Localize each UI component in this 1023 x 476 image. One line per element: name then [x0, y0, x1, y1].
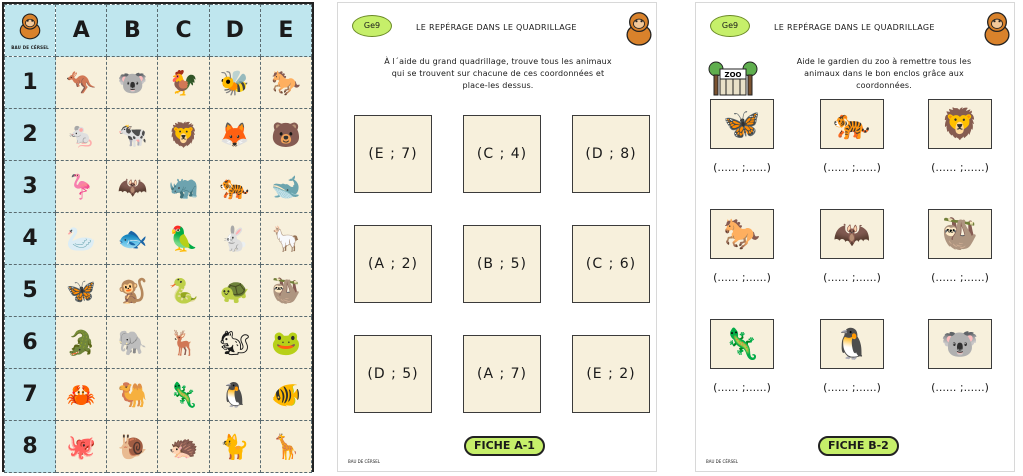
grid-row	[5, 265, 312, 317]
level-badge: Ge9	[710, 15, 750, 37]
grid-cell[interactable]	[209, 369, 260, 421]
grid-cell[interactable]	[209, 421, 260, 473]
orangutan-icon	[980, 9, 1014, 47]
koala-icon: 🐨	[941, 326, 979, 362]
parrot-icon: 🦜	[168, 224, 199, 253]
giraffe-icon: 🦒	[270, 432, 301, 461]
grid-cell[interactable]	[158, 265, 209, 317]
grid-cell[interactable]	[107, 265, 158, 317]
bee-icon: 🐝	[219, 68, 250, 97]
coordinate-answer-blank[interactable]: (...... ;......)	[823, 381, 881, 394]
footer-brand: BAU DE CÉRSEL	[348, 459, 380, 464]
grid-cell[interactable]	[56, 213, 107, 265]
grid-cell[interactable]	[209, 57, 260, 109]
grid-cell[interactable]	[260, 265, 311, 317]
grid-cell[interactable]	[107, 57, 158, 109]
crab-icon: 🦀	[66, 380, 97, 409]
fiche-label: FICHE A-1	[464, 436, 545, 456]
grid-cell[interactable]	[56, 109, 107, 161]
grid-body	[5, 57, 312, 473]
grid-row	[5, 213, 312, 265]
row-header: 1	[5, 57, 56, 109]
row-header: 7	[5, 369, 56, 421]
instruction-line: coordonnées.	[856, 81, 912, 90]
card-title: LE REPÉRAGE DANS LE QUADRILLAGE	[416, 23, 577, 32]
instruction-line: place-les dessus.	[462, 81, 534, 90]
sloth-icon: 🦥	[941, 216, 979, 252]
grid-row	[5, 161, 312, 213]
fiche-label: FICHE B-2	[818, 436, 899, 456]
bear-icon: 🐻	[270, 120, 301, 149]
coordinate-box[interactable]: (D ; 5)	[354, 335, 432, 413]
snake-icon: 🐍	[168, 276, 199, 305]
grid-cell[interactable]	[107, 213, 158, 265]
coordinate-box[interactable]: (E ; 7)	[354, 115, 432, 193]
cat-icon: 🐈	[219, 432, 250, 461]
row-header: 8	[5, 421, 56, 473]
animal-box	[820, 99, 884, 149]
rhino-icon: 🦏	[168, 172, 199, 201]
animal-box	[928, 209, 992, 259]
col-header-a: A	[56, 5, 107, 57]
whale-icon: 🐋	[270, 172, 301, 201]
animal-box	[928, 99, 992, 149]
grid-cell[interactable]	[158, 213, 209, 265]
fish-icon: 🐟	[117, 224, 148, 253]
row-header: 6	[5, 317, 56, 369]
instruction-line: Aide le gardien du zoo à remettre tous les	[796, 57, 972, 66]
kangaroo-icon: 🦘	[66, 68, 97, 97]
llama-icon: 🦙	[270, 224, 301, 253]
grid-cell[interactable]	[56, 317, 107, 369]
col-header-c: C	[158, 5, 209, 57]
goose-icon: 🦢	[66, 224, 97, 253]
grid-row	[5, 317, 312, 369]
row-header: 4	[5, 213, 56, 265]
coordinate-answer-blank[interactable]: (...... ;......)	[713, 271, 771, 284]
card-title: LE REPÉRAGE DANS LE QUADRILLAGE	[774, 23, 935, 32]
coordinate-grid-sheet	[2, 2, 314, 472]
grid-cell[interactable]	[158, 161, 209, 213]
grid-cell[interactable]	[158, 109, 209, 161]
stingray-icon: 🐠	[270, 380, 301, 409]
col-header-d: D	[209, 5, 260, 57]
koala-icon: 🐨	[117, 68, 148, 97]
grid-row	[5, 109, 312, 161]
camel-icon: 🐫	[117, 380, 148, 409]
grid-cell[interactable]	[260, 421, 311, 473]
instruction-line: qui se trouvent sur chacune de ces coordonnées et	[391, 69, 605, 78]
grid-cell[interactable]	[260, 317, 311, 369]
row-header: 5	[5, 265, 56, 317]
coordinate-answer-blank[interactable]: (...... ;......)	[713, 381, 771, 394]
elephant-icon: 🐘	[117, 328, 148, 357]
row-header: 2	[5, 109, 56, 161]
rooster-icon: 🐓	[168, 68, 199, 97]
butterfly-icon: 🦋	[66, 276, 97, 305]
grid-cell[interactable]	[158, 317, 209, 369]
coordinate-box[interactable]: (C ; 6)	[572, 225, 650, 303]
grid-cell[interactable]	[260, 57, 311, 109]
coordinate-box[interactable]: (C ; 4)	[463, 115, 541, 193]
footer-brand: BAU DE CÉRSEL	[706, 459, 738, 464]
grid-cell[interactable]	[260, 161, 311, 213]
animal-box	[928, 319, 992, 369]
instruction	[358, 56, 638, 92]
coordinate-answer-blank[interactable]: (...... ;......)	[823, 161, 881, 174]
grid-brand: BAU DE CÉRSEL	[11, 45, 49, 50]
deer-icon: 🦌	[168, 328, 199, 357]
col-header-e: E	[260, 5, 311, 57]
instruction-line: animaux dans le bon enclos grâce aux	[804, 69, 964, 78]
butterfly-icon: 🦋	[723, 106, 761, 142]
bat-icon: 🦇	[833, 216, 871, 252]
grid-cell[interactable]	[209, 213, 260, 265]
rabbit-icon: 🐇	[219, 224, 250, 253]
turtle-icon: 🐢	[219, 276, 250, 305]
grid-cell[interactable]	[260, 109, 311, 161]
grid-cell[interactable]	[107, 369, 158, 421]
instruction-line: À l´aide du grand quadrillage, trouve tous les animaux	[384, 57, 612, 66]
chameleon-icon: 🦎	[168, 380, 199, 409]
grid-cell[interactable]	[260, 213, 311, 265]
grid-cell[interactable]	[158, 369, 209, 421]
frog-icon: 🐸	[270, 328, 301, 357]
coordinate-box[interactable]: (A ; 7)	[463, 335, 541, 413]
grid-cell[interactable]	[107, 109, 158, 161]
row-header: 3	[5, 161, 56, 213]
animal-box	[710, 209, 774, 259]
col-header-b: B	[107, 5, 158, 57]
grid-cell[interactable]	[56, 161, 107, 213]
penguin-icon: 🐧	[833, 326, 871, 362]
bat-icon: 🦇	[117, 172, 148, 201]
animal-box	[710, 319, 774, 369]
coordinate-box[interactable]: (A ; 2)	[354, 225, 432, 303]
grid-cell[interactable]	[107, 317, 158, 369]
coordinate-box[interactable]: (D ; 8)	[572, 115, 650, 193]
snail-icon: 🐌	[117, 432, 148, 461]
tiger-icon: 🐅	[833, 106, 871, 142]
crocodile-icon: 🐊	[66, 328, 97, 357]
grid-row	[5, 369, 312, 421]
hedgehog-icon: 🦔	[168, 432, 199, 461]
coordinate-answer-blank[interactable]: (...... ;......)	[931, 161, 989, 174]
zoo-sign-text: ZOO	[724, 71, 742, 79]
grid-cell[interactable]	[158, 57, 209, 109]
grid-cell[interactable]	[56, 265, 107, 317]
cow-icon: 🐄	[117, 120, 148, 149]
coordinate-box[interactable]: (B ; 5)	[463, 225, 541, 303]
coordinate-box[interactable]: (E ; 2)	[572, 335, 650, 413]
chameleon-icon: 🦎	[723, 326, 761, 362]
mouse-icon: 🐁	[66, 120, 97, 149]
fiche-b-card	[695, 2, 1015, 472]
grid-cell[interactable]	[56, 369, 107, 421]
grid-cell[interactable]	[209, 265, 260, 317]
grid-header-row	[5, 5, 312, 57]
grid-cell[interactable]	[209, 317, 260, 369]
grid-cell[interactable]	[56, 57, 107, 109]
sloth-icon: 🦥	[270, 276, 301, 305]
octopus-icon: 🐙	[66, 432, 97, 461]
flamingo-icon: 🦩	[66, 172, 97, 201]
coordinate-answer-blank[interactable]: (...... ;......)	[931, 381, 989, 394]
grid-cell[interactable]	[107, 161, 158, 213]
horse-icon: 🐎	[723, 216, 761, 252]
animal-box	[820, 319, 884, 369]
coordinate-grid	[4, 4, 312, 473]
grid-cell[interactable]	[107, 421, 158, 473]
tiger-icon: 🐅	[219, 172, 250, 201]
grid-row	[5, 421, 312, 473]
grid-cell[interactable]	[209, 109, 260, 161]
coordinate-answer-blank[interactable]: (...... ;......)	[823, 271, 881, 284]
horse-icon: 🐎	[270, 68, 301, 97]
fox-icon: 🦊	[219, 120, 250, 149]
grid-corner	[5, 5, 56, 57]
penguin-icon: 🐧	[219, 380, 250, 409]
lion-icon: 🦁	[941, 106, 979, 142]
grid-cell[interactable]	[158, 421, 209, 473]
fiche-a-card	[337, 2, 657, 472]
lion-icon: 🦁	[168, 120, 199, 149]
monkey-icon: 🐒	[117, 276, 148, 305]
grid-row	[5, 57, 312, 109]
squirrel-icon: 🐿	[219, 328, 250, 357]
level-badge: Ge9	[352, 15, 392, 37]
grid-cell[interactable]	[209, 161, 260, 213]
coordinate-answer-blank[interactable]: (...... ;......)	[931, 271, 989, 284]
grid-cell[interactable]	[260, 369, 311, 421]
grid-cell[interactable]	[56, 421, 107, 473]
coordinate-answer-blank[interactable]: (...... ;......)	[713, 161, 771, 174]
instruction	[764, 56, 1004, 92]
orangutan-icon	[15, 11, 45, 41]
animal-box	[820, 209, 884, 259]
zoo-gate-icon	[708, 55, 758, 97]
orangutan-icon	[622, 9, 656, 47]
animal-box	[710, 99, 774, 149]
